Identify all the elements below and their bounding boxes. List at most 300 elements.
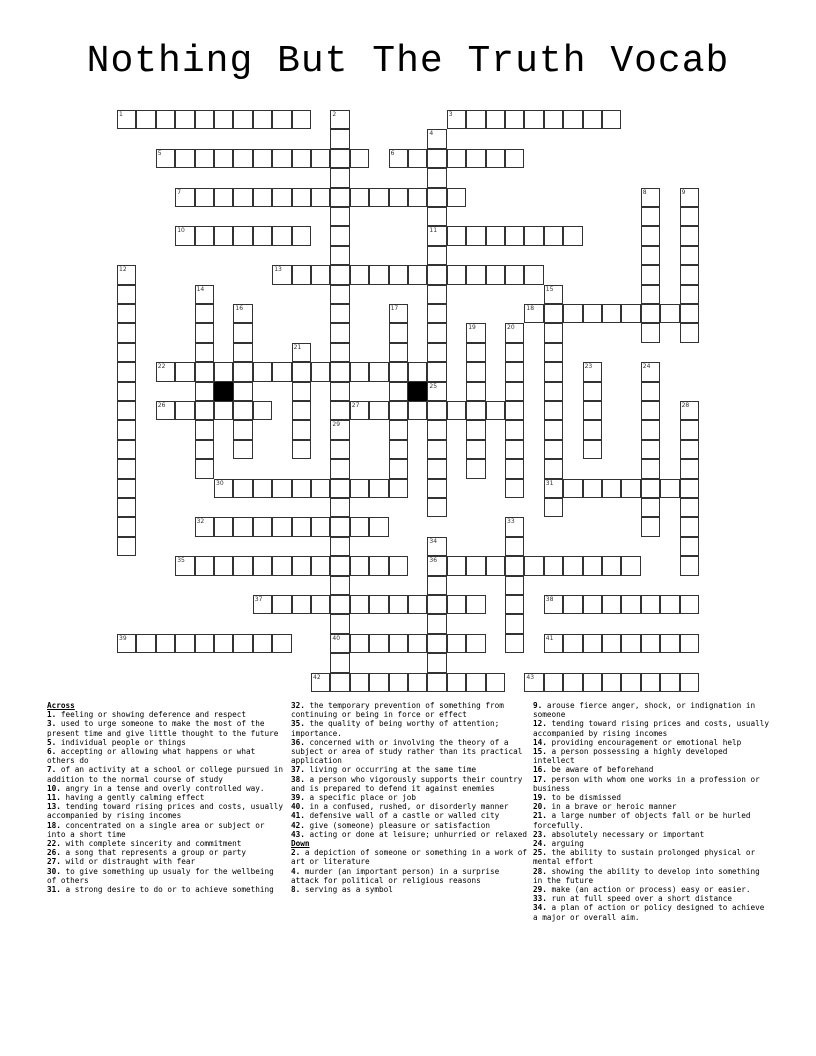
grid-cell[interactable] — [544, 110, 563, 129]
grid-cell[interactable] — [272, 265, 291, 284]
grid-cell[interactable] — [544, 323, 563, 342]
grid-cell[interactable] — [583, 110, 602, 129]
grid-cell[interactable] — [195, 343, 214, 362]
grid-cell[interactable] — [233, 382, 252, 401]
grid-cell[interactable] — [427, 556, 446, 575]
grid-cell[interactable] — [524, 110, 543, 129]
grid-cell[interactable] — [330, 168, 349, 187]
grid-cell[interactable] — [563, 304, 582, 323]
grid-cell[interactable] — [389, 556, 408, 575]
grid-cell[interactable] — [563, 479, 582, 498]
grid-cell[interactable] — [330, 207, 349, 226]
grid-cell[interactable] — [117, 401, 136, 420]
grid-cell[interactable] — [233, 479, 252, 498]
grid-cell[interactable] — [195, 362, 214, 381]
grid-cell[interactable] — [427, 382, 446, 401]
grid-cell[interactable] — [486, 265, 505, 284]
grid-cell[interactable] — [292, 226, 311, 245]
grid-cell[interactable] — [175, 226, 194, 245]
grid-cell[interactable] — [389, 420, 408, 439]
grid-cell[interactable] — [117, 634, 136, 653]
grid-cell[interactable] — [602, 556, 621, 575]
grid-cell[interactable] — [136, 634, 155, 653]
grid-cell[interactable] — [253, 401, 272, 420]
grid-cell[interactable] — [660, 304, 679, 323]
grid-cell[interactable] — [583, 382, 602, 401]
grid-cell[interactable] — [369, 634, 388, 653]
grid-cell[interactable] — [195, 440, 214, 459]
grid-cell[interactable] — [233, 556, 252, 575]
grid-cell[interactable] — [292, 362, 311, 381]
grid-cell[interactable] — [680, 207, 699, 226]
grid-cell[interactable] — [563, 110, 582, 129]
grid-cell[interactable] — [156, 149, 175, 168]
grid-cell[interactable] — [311, 673, 330, 692]
grid-cell[interactable] — [641, 265, 660, 284]
grid-cell[interactable] — [369, 188, 388, 207]
grid-cell[interactable] — [466, 459, 485, 478]
grid-cell[interactable] — [233, 226, 252, 245]
grid-cell[interactable] — [505, 226, 524, 245]
grid-cell[interactable] — [544, 498, 563, 517]
grid-cell[interactable] — [272, 479, 291, 498]
grid-cell[interactable] — [195, 420, 214, 439]
grid-cell[interactable] — [641, 634, 660, 653]
grid-cell[interactable] — [389, 323, 408, 342]
grid-cell[interactable] — [408, 673, 427, 692]
grid-cell[interactable] — [641, 362, 660, 381]
grid-cell[interactable] — [621, 595, 640, 614]
grid-cell[interactable] — [641, 595, 660, 614]
grid-cell[interactable] — [447, 401, 466, 420]
grid-cell[interactable] — [117, 343, 136, 362]
grid-cell[interactable] — [466, 401, 485, 420]
grid-cell[interactable] — [505, 362, 524, 381]
grid-cell[interactable] — [583, 634, 602, 653]
grid-cell[interactable] — [117, 362, 136, 381]
grid-cell[interactable] — [330, 459, 349, 478]
grid-cell[interactable] — [447, 556, 466, 575]
grid-cell[interactable] — [505, 576, 524, 595]
grid-cell[interactable] — [330, 343, 349, 362]
grid-cell[interactable] — [447, 149, 466, 168]
grid-cell[interactable] — [466, 323, 485, 342]
grid-cell[interactable] — [544, 595, 563, 614]
grid-cell[interactable] — [330, 440, 349, 459]
grid-cell[interactable] — [330, 304, 349, 323]
grid-cell[interactable] — [253, 479, 272, 498]
grid-cell[interactable] — [505, 323, 524, 342]
grid-cell[interactable] — [330, 110, 349, 129]
grid-cell[interactable] — [660, 673, 679, 692]
grid-cell[interactable] — [505, 440, 524, 459]
grid-cell[interactable] — [427, 634, 446, 653]
grid-cell[interactable] — [427, 595, 446, 614]
grid-cell[interactable] — [389, 634, 408, 653]
grid-cell[interactable] — [117, 304, 136, 323]
grid-cell[interactable] — [195, 382, 214, 401]
grid-cell[interactable] — [330, 246, 349, 265]
grid-cell[interactable] — [292, 595, 311, 614]
grid-cell[interactable] — [680, 459, 699, 478]
grid-cell[interactable] — [505, 537, 524, 556]
grid-cell[interactable] — [466, 382, 485, 401]
grid-cell[interactable] — [524, 556, 543, 575]
grid-cell[interactable] — [117, 285, 136, 304]
grid-cell[interactable] — [117, 323, 136, 342]
grid-cell[interactable] — [195, 634, 214, 653]
grid-cell[interactable] — [505, 556, 524, 575]
grid-cell[interactable] — [505, 595, 524, 614]
grid-cell[interactable] — [505, 265, 524, 284]
grid-cell[interactable] — [408, 149, 427, 168]
grid-cell[interactable] — [680, 517, 699, 536]
grid-cell[interactable] — [427, 362, 446, 381]
grid-cell[interactable] — [641, 246, 660, 265]
grid-cell[interactable] — [389, 479, 408, 498]
grid-cell[interactable] — [486, 110, 505, 129]
grid-cell[interactable] — [427, 129, 446, 148]
grid-cell[interactable] — [214, 556, 233, 575]
grid-cell[interactable] — [311, 595, 330, 614]
grid-cell[interactable] — [369, 556, 388, 575]
grid-cell[interactable] — [408, 401, 427, 420]
grid-cell[interactable] — [408, 362, 427, 381]
grid-cell[interactable] — [680, 556, 699, 575]
grid-cell[interactable] — [427, 246, 446, 265]
grid-cell[interactable] — [117, 479, 136, 498]
grid-cell[interactable] — [583, 420, 602, 439]
grid-cell[interactable] — [253, 362, 272, 381]
grid-cell[interactable] — [214, 188, 233, 207]
grid-cell[interactable] — [272, 556, 291, 575]
grid-cell[interactable] — [233, 362, 252, 381]
grid-cell[interactable] — [330, 498, 349, 517]
grid-cell[interactable] — [427, 265, 446, 284]
grid-cell[interactable] — [427, 420, 446, 439]
grid-cell[interactable] — [680, 188, 699, 207]
grid-cell[interactable] — [466, 634, 485, 653]
grid-cell[interactable] — [330, 479, 349, 498]
grid-cell[interactable] — [214, 634, 233, 653]
grid-cell[interactable] — [466, 420, 485, 439]
grid-cell[interactable] — [389, 595, 408, 614]
grid-cell[interactable] — [233, 634, 252, 653]
grid-cell[interactable] — [117, 459, 136, 478]
grid-cell[interactable] — [680, 285, 699, 304]
grid-cell[interactable] — [427, 653, 446, 672]
grid-cell[interactable] — [427, 614, 446, 633]
grid-cell[interactable] — [175, 556, 194, 575]
grid-cell[interactable] — [680, 634, 699, 653]
grid-cell[interactable] — [660, 479, 679, 498]
grid-cell[interactable] — [641, 420, 660, 439]
grid-cell[interactable] — [253, 110, 272, 129]
grid-cell[interactable] — [447, 673, 466, 692]
grid-cell[interactable] — [427, 343, 446, 362]
grid-cell[interactable] — [447, 226, 466, 245]
grid-cell[interactable] — [544, 420, 563, 439]
grid-cell[interactable] — [641, 440, 660, 459]
grid-cell[interactable] — [311, 517, 330, 536]
grid-cell[interactable] — [350, 265, 369, 284]
grid-cell[interactable] — [544, 304, 563, 323]
grid-cell[interactable] — [466, 343, 485, 362]
grid-cell[interactable] — [175, 188, 194, 207]
grid-cell[interactable] — [505, 382, 524, 401]
grid-cell[interactable] — [544, 285, 563, 304]
grid-cell[interactable] — [350, 188, 369, 207]
grid-cell[interactable] — [253, 556, 272, 575]
grid-cell[interactable] — [641, 479, 660, 498]
grid-cell[interactable] — [563, 226, 582, 245]
grid-cell[interactable] — [427, 149, 446, 168]
grid-cell[interactable] — [680, 401, 699, 420]
grid-cell[interactable] — [524, 226, 543, 245]
grid-cell[interactable] — [330, 285, 349, 304]
grid-cell[interactable] — [505, 401, 524, 420]
grid-cell[interactable] — [505, 343, 524, 362]
grid-cell[interactable] — [427, 207, 446, 226]
grid-cell[interactable] — [272, 634, 291, 653]
grid-cell[interactable] — [214, 362, 233, 381]
grid-cell[interactable] — [272, 188, 291, 207]
grid-cell[interactable] — [427, 401, 446, 420]
grid-cell[interactable] — [117, 420, 136, 439]
grid-cell[interactable] — [195, 188, 214, 207]
grid-cell[interactable] — [369, 517, 388, 536]
grid-cell[interactable] — [447, 188, 466, 207]
grid-cell[interactable] — [117, 265, 136, 284]
grid-cell[interactable] — [544, 673, 563, 692]
grid-cell[interactable] — [136, 110, 155, 129]
grid-cell[interactable] — [583, 362, 602, 381]
grid-cell[interactable] — [544, 634, 563, 653]
grid-cell[interactable] — [447, 265, 466, 284]
grid-cell[interactable] — [680, 673, 699, 692]
grid-cell[interactable] — [330, 595, 349, 614]
grid-cell[interactable] — [117, 440, 136, 459]
grid-cell[interactable] — [544, 362, 563, 381]
grid-cell[interactable] — [583, 401, 602, 420]
grid-cell[interactable] — [466, 149, 485, 168]
grid-cell[interactable] — [544, 343, 563, 362]
grid-cell[interactable] — [195, 304, 214, 323]
grid-cell[interactable] — [233, 420, 252, 439]
grid-cell[interactable] — [311, 149, 330, 168]
grid-cell[interactable] — [524, 304, 543, 323]
grid-cell[interactable] — [680, 323, 699, 342]
grid-cell[interactable] — [195, 556, 214, 575]
grid-cell[interactable] — [447, 595, 466, 614]
grid-cell[interactable] — [233, 401, 252, 420]
grid-cell[interactable] — [330, 614, 349, 633]
grid-cell[interactable] — [330, 576, 349, 595]
grid-cell[interactable] — [330, 401, 349, 420]
grid-cell[interactable] — [447, 110, 466, 129]
grid-cell[interactable] — [544, 459, 563, 478]
grid-cell[interactable] — [641, 459, 660, 478]
grid-cell[interactable] — [641, 498, 660, 517]
grid-cell[interactable] — [272, 149, 291, 168]
grid-cell[interactable] — [214, 401, 233, 420]
grid-cell[interactable] — [389, 459, 408, 478]
grid-cell[interactable] — [563, 595, 582, 614]
grid-cell[interactable] — [369, 479, 388, 498]
grid-cell[interactable] — [427, 323, 446, 342]
grid-cell[interactable] — [292, 188, 311, 207]
grid-cell[interactable] — [680, 498, 699, 517]
grid-cell[interactable] — [486, 149, 505, 168]
grid-cell[interactable] — [621, 479, 640, 498]
grid-cell[interactable] — [524, 265, 543, 284]
grid-cell[interactable] — [233, 517, 252, 536]
grid-cell[interactable] — [427, 188, 446, 207]
grid-cell[interactable] — [214, 226, 233, 245]
grid-cell[interactable] — [389, 382, 408, 401]
grid-cell[interactable] — [253, 188, 272, 207]
grid-cell[interactable] — [233, 149, 252, 168]
grid-cell[interactable] — [330, 129, 349, 148]
grid-cell[interactable] — [505, 517, 524, 536]
grid-cell[interactable] — [330, 517, 349, 536]
grid-cell[interactable] — [195, 323, 214, 342]
grid-cell[interactable] — [311, 188, 330, 207]
grid-cell[interactable] — [466, 265, 485, 284]
grid-cell[interactable] — [389, 149, 408, 168]
grid-cell[interactable] — [621, 556, 640, 575]
grid-cell[interactable] — [602, 479, 621, 498]
grid-cell[interactable] — [369, 673, 388, 692]
grid-cell[interactable] — [350, 595, 369, 614]
grid-cell[interactable] — [253, 595, 272, 614]
grid-cell[interactable] — [505, 479, 524, 498]
grid-cell[interactable] — [330, 634, 349, 653]
grid-cell[interactable] — [330, 265, 349, 284]
grid-cell[interactable] — [544, 556, 563, 575]
grid-cell[interactable] — [680, 420, 699, 439]
grid-cell[interactable] — [272, 226, 291, 245]
grid-cell[interactable] — [253, 517, 272, 536]
grid-cell[interactable] — [117, 382, 136, 401]
grid-cell[interactable] — [680, 479, 699, 498]
grid-cell[interactable] — [292, 343, 311, 362]
grid-cell[interactable] — [544, 479, 563, 498]
grid-cell[interactable] — [641, 323, 660, 342]
grid-cell[interactable] — [292, 401, 311, 420]
grid-cell[interactable] — [389, 440, 408, 459]
grid-cell[interactable] — [292, 420, 311, 439]
grid-cell[interactable] — [389, 362, 408, 381]
grid-cell[interactable] — [389, 188, 408, 207]
grid-cell[interactable] — [350, 362, 369, 381]
grid-cell[interactable] — [253, 226, 272, 245]
grid-cell[interactable] — [156, 362, 175, 381]
grid-cell[interactable] — [680, 246, 699, 265]
grid-cell[interactable] — [175, 110, 194, 129]
grid-cell[interactable] — [330, 362, 349, 381]
grid-cell[interactable] — [330, 420, 349, 439]
grid-cell[interactable] — [621, 634, 640, 653]
grid-cell[interactable] — [350, 517, 369, 536]
grid-cell[interactable] — [427, 576, 446, 595]
grid-cell[interactable] — [389, 343, 408, 362]
grid-cell[interactable] — [195, 459, 214, 478]
grid-cell[interactable] — [330, 382, 349, 401]
grid-cell[interactable] — [292, 517, 311, 536]
grid-cell[interactable] — [427, 168, 446, 187]
grid-cell[interactable] — [466, 595, 485, 614]
grid-cell[interactable] — [311, 479, 330, 498]
grid-cell[interactable] — [583, 479, 602, 498]
grid-cell[interactable] — [466, 362, 485, 381]
grid-cell[interactable] — [602, 634, 621, 653]
grid-cell[interactable] — [427, 226, 446, 245]
grid-cell[interactable] — [466, 673, 485, 692]
grid-cell[interactable] — [505, 420, 524, 439]
grid-cell[interactable] — [292, 149, 311, 168]
grid-cell[interactable] — [233, 304, 252, 323]
grid-cell[interactable] — [544, 382, 563, 401]
grid-cell[interactable] — [427, 498, 446, 517]
grid-cell[interactable] — [641, 188, 660, 207]
grid-cell[interactable] — [272, 362, 291, 381]
grid-cell[interactable] — [505, 149, 524, 168]
grid-cell[interactable] — [544, 440, 563, 459]
grid-cell[interactable] — [272, 595, 291, 614]
grid-cell[interactable] — [389, 304, 408, 323]
grid-cell[interactable] — [272, 110, 291, 129]
grid-cell[interactable] — [369, 362, 388, 381]
grid-cell[interactable] — [292, 265, 311, 284]
grid-cell[interactable] — [330, 537, 349, 556]
grid-cell[interactable] — [641, 517, 660, 536]
grid-cell[interactable] — [680, 265, 699, 284]
grid-cell[interactable] — [505, 459, 524, 478]
grid-cell[interactable] — [195, 285, 214, 304]
grid-cell[interactable] — [311, 265, 330, 284]
grid-cell[interactable] — [311, 556, 330, 575]
grid-cell[interactable] — [680, 226, 699, 245]
grid-cell[interactable] — [641, 285, 660, 304]
grid-cell[interactable] — [427, 304, 446, 323]
grid-cell[interactable] — [156, 110, 175, 129]
grid-cell[interactable] — [524, 673, 543, 692]
grid-cell[interactable] — [660, 634, 679, 653]
grid-cell[interactable] — [427, 285, 446, 304]
grid-cell[interactable] — [583, 556, 602, 575]
grid-cell[interactable] — [583, 304, 602, 323]
grid-cell[interactable] — [621, 304, 640, 323]
grid-cell[interactable] — [350, 479, 369, 498]
grid-cell[interactable] — [621, 673, 640, 692]
grid-cell[interactable] — [466, 440, 485, 459]
grid-cell[interactable] — [195, 149, 214, 168]
grid-cell[interactable] — [466, 226, 485, 245]
grid-cell[interactable] — [369, 595, 388, 614]
grid-cell[interactable] — [330, 673, 349, 692]
grid-cell[interactable] — [389, 673, 408, 692]
grid-cell[interactable] — [214, 110, 233, 129]
grid-cell[interactable] — [330, 323, 349, 342]
grid-cell[interactable] — [680, 537, 699, 556]
grid-cell[interactable] — [660, 595, 679, 614]
grid-cell[interactable] — [466, 556, 485, 575]
grid-cell[interactable] — [311, 362, 330, 381]
grid-cell[interactable] — [427, 673, 446, 692]
grid-cell[interactable] — [117, 110, 136, 129]
grid-cell[interactable] — [214, 517, 233, 536]
